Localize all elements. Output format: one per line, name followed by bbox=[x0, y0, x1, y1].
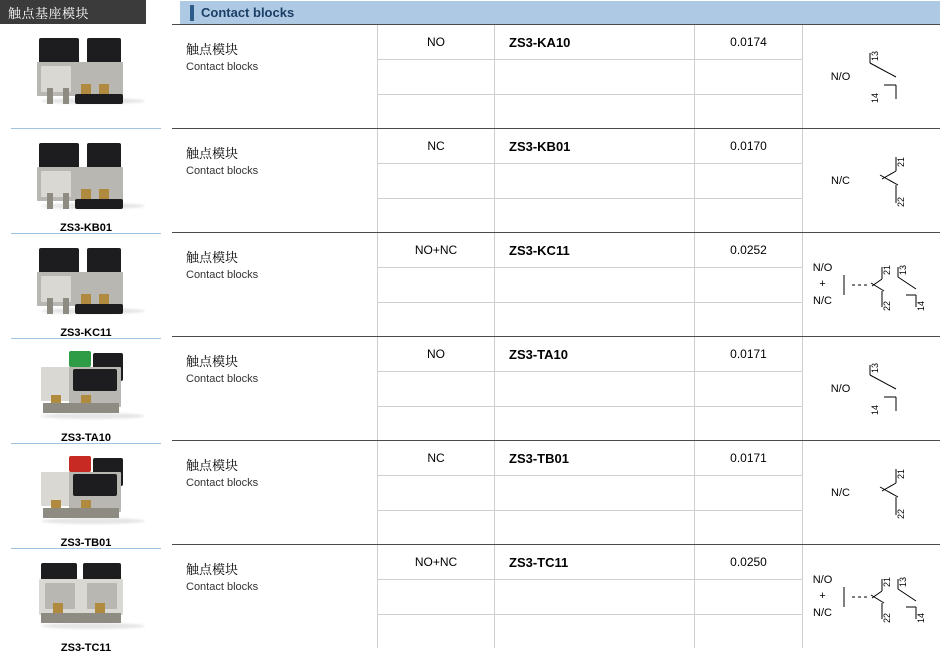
row-contact-type bbox=[377, 233, 495, 336]
table-row bbox=[172, 24, 940, 128]
contact-type-empty bbox=[378, 267, 494, 301]
row-description bbox=[172, 233, 377, 336]
weight-empty bbox=[695, 198, 802, 232]
reference-empty bbox=[495, 59, 694, 93]
reference-value: ZS3-KB01 bbox=[509, 138, 571, 154]
description-cn: 触点模块 bbox=[186, 562, 239, 577]
svg-text:14: 14 bbox=[870, 92, 881, 103]
weight-value: 0.0170 bbox=[730, 139, 767, 154]
product-image-cell bbox=[0, 234, 172, 338]
header-title-cn: 触点基座模块 bbox=[0, 0, 146, 24]
product-caption: ZS3-KB01 bbox=[60, 222, 112, 234]
description-en: Contact blocks bbox=[186, 61, 259, 73]
diagram-label: N/C bbox=[831, 174, 850, 187]
row-diagram bbox=[803, 441, 940, 544]
row-description bbox=[172, 337, 377, 440]
reference-empty bbox=[495, 94, 694, 128]
reference-empty bbox=[495, 614, 694, 648]
svg-text:21: 21 bbox=[895, 156, 906, 167]
product-image-cell bbox=[0, 549, 172, 653]
reference-empty bbox=[495, 475, 694, 509]
contact-type-value: NO bbox=[427, 35, 445, 50]
svg-text:21: 21 bbox=[882, 264, 893, 275]
weight-value: 0.0252 bbox=[730, 243, 767, 258]
weight-empty bbox=[695, 302, 802, 336]
diagram-label: N/C bbox=[813, 294, 832, 307]
nc-contact-symbol-icon bbox=[856, 151, 912, 211]
diagram-label: N/O bbox=[830, 382, 851, 395]
reference-value: ZS3-TB01 bbox=[509, 450, 569, 466]
product-caption: ZS3-KC11 bbox=[60, 327, 112, 339]
weight-empty bbox=[695, 371, 802, 405]
reference-value: ZS3-TC11 bbox=[509, 554, 569, 570]
svg-text:13: 13 bbox=[870, 50, 881, 61]
svg-text:22: 22 bbox=[882, 300, 893, 311]
contact-type-empty bbox=[378, 371, 494, 405]
weight-empty bbox=[695, 579, 802, 613]
product-photo-kb01 bbox=[27, 131, 145, 217]
product-image-column bbox=[0, 24, 172, 653]
description-cn: 触点模块 bbox=[186, 42, 239, 57]
table-row bbox=[172, 232, 940, 336]
row-contact-type bbox=[377, 337, 495, 440]
product-photo-ka10 bbox=[27, 26, 145, 112]
row-diagram bbox=[803, 233, 940, 336]
product-image-cell bbox=[0, 24, 172, 128]
description-en: Contact blocks bbox=[186, 477, 259, 489]
row-description bbox=[172, 129, 377, 232]
product-caption: ZS3-TA10 bbox=[61, 432, 111, 444]
table-row bbox=[172, 336, 940, 440]
contact-type-empty bbox=[378, 614, 494, 648]
weight-empty bbox=[695, 163, 802, 197]
row-contact-type bbox=[377, 129, 495, 232]
contact-type-empty bbox=[378, 579, 494, 613]
description-cn: 触点模块 bbox=[186, 354, 239, 369]
header-title-en: Contact blocks bbox=[201, 5, 295, 20]
header-gap bbox=[146, 0, 180, 24]
row-reference bbox=[495, 233, 695, 336]
nc-contact-symbol-icon bbox=[856, 463, 912, 523]
weight-value: 0.0171 bbox=[730, 451, 767, 466]
svg-text:13: 13 bbox=[898, 576, 909, 587]
svg-text:21: 21 bbox=[895, 468, 906, 479]
product-photo-tb01 bbox=[27, 446, 145, 532]
contact-type-empty bbox=[378, 198, 494, 232]
contact-type-value: NC bbox=[427, 451, 445, 466]
svg-text:13: 13 bbox=[870, 362, 881, 373]
row-diagram bbox=[803, 337, 940, 440]
row-reference bbox=[495, 545, 695, 648]
contact-type-value: NC bbox=[427, 139, 445, 154]
row-weight bbox=[695, 25, 803, 128]
product-caption: ZS3-TC11 bbox=[60, 642, 112, 654]
description-cn: 触点模块 bbox=[186, 458, 239, 473]
diagram-label: N/O bbox=[812, 573, 833, 586]
weight-value: 0.0171 bbox=[730, 347, 767, 362]
table-row bbox=[172, 544, 940, 648]
weight-empty bbox=[695, 267, 802, 301]
row-weight bbox=[695, 337, 803, 440]
description-en: Contact blocks bbox=[186, 581, 259, 593]
table-row bbox=[172, 440, 940, 544]
reference-empty bbox=[495, 406, 694, 440]
diagram-label-plus: + bbox=[819, 590, 826, 603]
product-photo-kc11 bbox=[27, 236, 145, 322]
product-image-cell bbox=[0, 129, 172, 233]
product-image-cell bbox=[0, 444, 172, 548]
reference-empty bbox=[495, 302, 694, 336]
reference-empty bbox=[495, 163, 694, 197]
row-reference bbox=[495, 441, 695, 544]
weight-empty bbox=[695, 94, 802, 128]
row-description bbox=[172, 545, 377, 648]
svg-text:22: 22 bbox=[882, 612, 893, 623]
description-en: Contact blocks bbox=[186, 373, 259, 385]
row-diagram bbox=[803, 25, 940, 128]
row-description bbox=[172, 441, 377, 544]
description-en: Contact blocks bbox=[186, 165, 259, 177]
row-weight bbox=[695, 441, 803, 544]
contact-type-value: NO bbox=[427, 347, 445, 362]
row-contact-type bbox=[377, 25, 495, 128]
reference-empty bbox=[495, 510, 694, 544]
contact-type-empty bbox=[378, 475, 494, 509]
header-accent-bar bbox=[190, 5, 194, 21]
weight-empty bbox=[695, 475, 802, 509]
row-weight bbox=[695, 129, 803, 232]
diagram-label: N/O bbox=[830, 70, 851, 83]
row-contact-type bbox=[377, 545, 495, 648]
reference-empty bbox=[495, 579, 694, 613]
contact-type-value: NO+NC bbox=[414, 243, 458, 258]
reference-empty bbox=[495, 198, 694, 232]
reference-value: ZS3-KC11 bbox=[509, 242, 570, 258]
no-nc-contact-symbol-icon bbox=[838, 565, 930, 629]
diagram-label: N/C bbox=[813, 606, 832, 619]
reference-empty bbox=[495, 267, 694, 301]
weight-empty bbox=[695, 406, 802, 440]
product-photo-tc11 bbox=[27, 551, 145, 637]
diagram-label-plus: + bbox=[819, 278, 826, 291]
svg-text:22: 22 bbox=[895, 508, 906, 519]
diagram-label: N/O bbox=[812, 261, 833, 274]
row-description bbox=[172, 25, 377, 128]
weight-value: 0.0250 bbox=[730, 555, 767, 570]
no-contact-symbol-icon bbox=[856, 47, 912, 107]
svg-text:14: 14 bbox=[870, 404, 881, 415]
row-weight bbox=[695, 545, 803, 648]
diagram-label: N/C bbox=[831, 486, 850, 499]
description-en: Contact blocks bbox=[186, 269, 259, 281]
table-row bbox=[172, 128, 940, 232]
weight-empty bbox=[695, 59, 802, 93]
contact-type-empty bbox=[378, 510, 494, 544]
reference-value: ZS3-KA10 bbox=[509, 34, 571, 50]
product-table bbox=[0, 24, 940, 653]
reference-value: ZS3-TA10 bbox=[509, 346, 568, 362]
contact-type-empty bbox=[378, 94, 494, 128]
contact-type-empty bbox=[378, 406, 494, 440]
contact-type-empty bbox=[378, 163, 494, 197]
row-contact-type bbox=[377, 441, 495, 544]
svg-text:22: 22 bbox=[895, 196, 906, 207]
product-photo-ta10 bbox=[27, 341, 145, 427]
svg-text:14: 14 bbox=[916, 612, 927, 623]
weight-empty bbox=[695, 614, 802, 648]
product-caption: ZS3-TB01 bbox=[60, 537, 112, 549]
header-title-en-wrap bbox=[180, 0, 940, 24]
row-diagram bbox=[803, 545, 940, 648]
product-image-cell bbox=[0, 339, 172, 443]
svg-text:21: 21 bbox=[882, 576, 893, 587]
weight-empty bbox=[695, 510, 802, 544]
svg-text:13: 13 bbox=[898, 264, 909, 275]
reference-empty bbox=[495, 371, 694, 405]
no-contact-symbol-icon bbox=[856, 359, 912, 419]
contact-type-empty bbox=[378, 59, 494, 93]
contact-type-empty bbox=[378, 302, 494, 336]
row-weight bbox=[695, 233, 803, 336]
description-cn: 触点模块 bbox=[186, 250, 239, 265]
description-cn: 触点模块 bbox=[186, 146, 239, 161]
row-diagram bbox=[803, 129, 940, 232]
page-header bbox=[0, 0, 940, 24]
row-reference bbox=[495, 337, 695, 440]
svg-text:14: 14 bbox=[916, 300, 927, 311]
row-reference bbox=[495, 25, 695, 128]
product-rows-column bbox=[172, 24, 940, 653]
contact-type-value: NO+NC bbox=[414, 555, 458, 570]
no-nc-contact-symbol-icon bbox=[838, 253, 930, 317]
weight-value: 0.0174 bbox=[730, 35, 767, 50]
row-reference bbox=[495, 129, 695, 232]
